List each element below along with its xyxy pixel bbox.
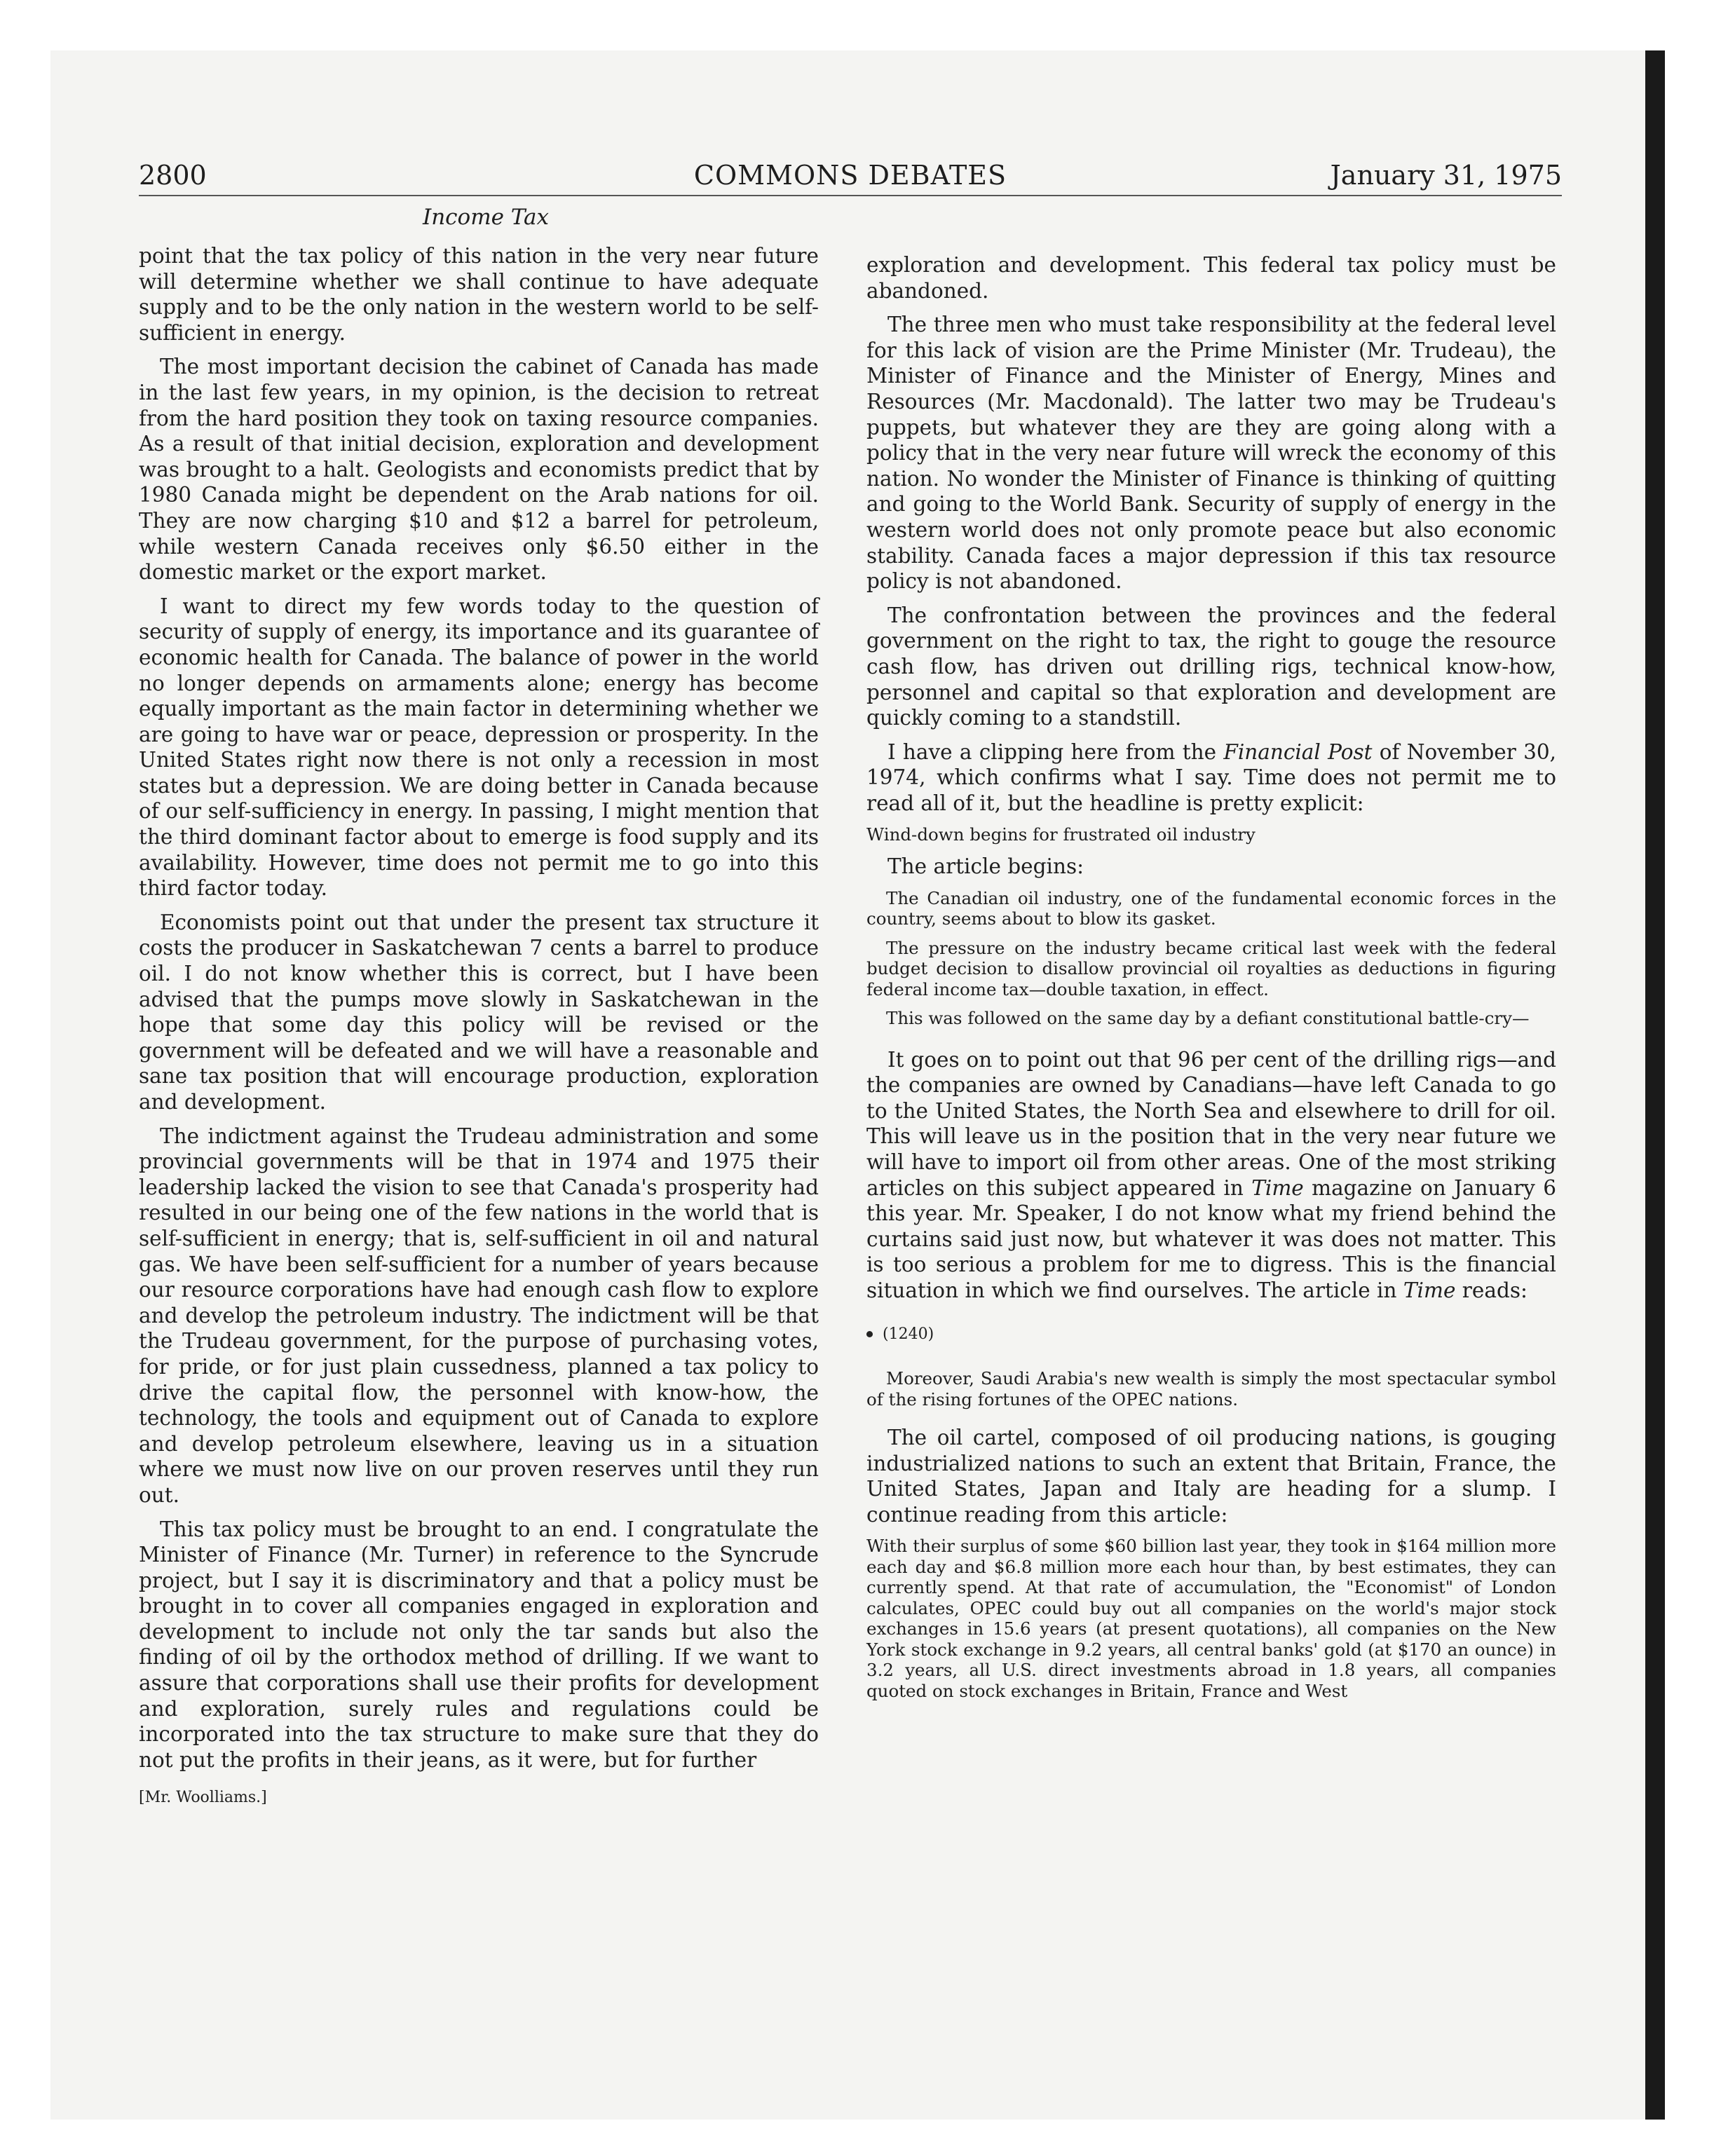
paragraph: The confrontation between the provinces and the federal government on the right to tax, the right to gouge the resource cash flow, has driven out drilling rigs, technical know-how, personnel and capital so that exploration and development are quickly coming to a standstill. [866, 603, 1556, 730]
paragraph [866, 1047, 1556, 1304]
text-run: It goes on to point out that 96 per cent of the drilling rigs—and the companies are owned by Canadians—have left Canada to go to the United States, the North Sea and elsewhere to drill for oil. This will leave us in the position that in the very near future we will have to import oil from other areas. One of the most striking articles on this subject appeared in [866, 1047, 1556, 1200]
paragraph: exploration and development. This federal tax policy must be abandoned. [866, 253, 1556, 303]
publication-name: Financial Post [1223, 739, 1373, 764]
time-marker-text: (1240) [883, 1325, 934, 1343]
speaker-tag: [Mr. Woolliams.] [139, 1789, 267, 1807]
time-marker [866, 1322, 1556, 1348]
paragraph: The oil cartel, composed of oil producing nations, is gouging industrialized nations to such an extent that Britain, France, the United States, Japan and Italy are heading for a slump. I continue reading from this article: [866, 1426, 1556, 1527]
text-run: I have a clipping here from the [887, 739, 1224, 764]
quotation: With their surplus of some $60 billion last year, they took in $164 million more each day and $6.8 million more each hour than, by best estimates, they can currently spend. At that rate of accumulation, the "Economist" of London calculates, OPEC could buy out all companies on the world's major stock exchanges in 15.6 years (at present quotations), all companies on the New York stock exchange in 9.2 years, all central banks' gold (at $170 an ounce) in 3.2 years, all U.S. direct investments abroad in 1.8 years, all companies quoted on stock exchanges in Britain, France and West [866, 1536, 1556, 1701]
paragraph: The most important decision the cabinet of Canada has made in the last few years, in my opinion, is the decision to retreat from the hard position they took on taxing resource companies. As a result of that initial decision, exploration and development was brought to a halt. Geologists and economists predict that by 1980 Canada might be dependent on the Arab nations for oil. They are now charging $10 and $12 a barrel for petroleum, while western Canada receives only $6.50 either in the domestic market or the export market. [139, 355, 819, 585]
paragraph: I want to direct my few words today to the question of security of supply of energy, its importance and its guarantee of economic health for Canada. The balance of power in the world no longer depends on armaments alone; energy has become equally important as the main factor in determining whether we are going to have war or peace, depression or prosperity. In the United States right now there is not only a recession in most states but a depression. We are doing better in Canada because of our self-sufficiency in energy. In passing, I might mention that the third dominant factor about to emerge is food supply and its availability. However, time does not permit me to go into this third factor today. [139, 594, 819, 901]
subject-heading: Income Tax [422, 205, 550, 230]
page-date: January 31, 1975 [1330, 160, 1562, 191]
paragraph: point that the tax policy of this nation in the very near future will determine whether we shall continue to have adequate supply and to be the only nation in the western world to be self-sufficient in energy. [139, 244, 819, 345]
page-header [139, 153, 1562, 196]
quotation: This was followed on the same day by a defiant constitutional battle-cry— [886, 1008, 1530, 1029]
quotation: The pressure on the industry became critical last week with the federal budget decision to disallow provincial oil royalties as deductions in figuring federal income tax—double taxation, in effect. [866, 937, 1556, 999]
page-number: 2800 [139, 160, 207, 191]
text-run: of November 30, 1974, which confirms what I say. Time does not permit me to read all of it, but the headline is pretty explicit: [866, 739, 1556, 815]
publication-name: Time [1251, 1175, 1304, 1200]
quotation: Moreover, Saudi Arabia's new wealth is simply the most spectacular symbol of the rising fortunes of the OPEC nations. [866, 1368, 1556, 1410]
paragraph [866, 739, 1556, 817]
text-run: reads: [1455, 1278, 1528, 1302]
right-column [866, 252, 1556, 1710]
quoted-headline: Wind-down begins for frustrated oil industry [866, 824, 1256, 845]
paragraph: Economists point out that under the present tax structure it costs the producer in Saskatchewan 7 cents a barrel to produce oil. I do not know whether this is correct, but I have been advised that the pumps move slowly in Saskatchewan in the hope that some day this policy will be revised or the government will be defeated and we will have a reasonable and sane tax position that will encourage production, exploration and development. [139, 910, 819, 1114]
bullet-icon [866, 1331, 873, 1337]
left-column [139, 243, 819, 1811]
paragraph: The three men who must take responsibility at the federal level for this lack of vision are the Prime Minister (Mr. Trudeau), the Minister of Finance and the Minister of Energy, Mines and Resources (Mr. Macdonald). The latter two may be Trudeau's puppets, but whatever they are they are going along with a policy that in the very near future will wreck the economy of this nation. No wonder the Minister of Finance is thinking of quitting and going to the World Bank. Security of supply of energy in the western world does not only promote peace but also economic stability. Canada faces a major depression if this tax resource policy is not abandoned. [866, 313, 1556, 594]
publication-name: Time [1403, 1278, 1456, 1302]
paragraph: The article begins: [887, 854, 1084, 878]
publication-title: COMMONS DEBATES [693, 160, 1007, 191]
quotation: The Canadian oil industry, one of the fundamental economic forces in the country, seems about to blow its gasket. [866, 887, 1556, 929]
text-run: magazine on January 6 this year. Mr. Speaker, I do not know what my friend behind the curtains said just now, but whatever it was does not matter. This is too serious a problem for me to digress. This is the financial situation in which we find ourselves. The article in [866, 1175, 1556, 1302]
binding-edge [1645, 50, 1665, 2120]
paragraph: The indictment against the Trudeau administration and some provincial governments will be that in 1974 and 1975 their leadership lacked the vision to see that Canada's prosperity had resulted in our being one of the few nations in the world that is self-sufficient in energy; that is, self-sufficient in oil and natural gas. We have been self-sufficient for a number of years because our resource corporations have had enough cash flow to explore and develop the petroleum industry. The indictment will be that the Trudeau government, for the purpose of purchasing votes, for pride, or for just plain cussedness, planned a tax policy to drive the capital flow, the personnel with know-how, the technology, the tools and equipment out of Canada to explore and develop petroleum elsewhere, leaving us in a situation where we must now live on our proven reserves until they run out. [139, 1124, 819, 1507]
paragraph: This tax policy must be brought to an end. I congratulate the Minister of Finance (Mr. Turner) in reference to the Syncrude project, but I say it is discriminatory and that a policy must be brought in to cover all companies engaged in exploration and development to include not only the tar sands but also the finding of oil by the orthodox method of drilling. If we want to assure that corporations shall use their profits for development and exploration, surely rules and regulations could be incorporated into the tax structure to make sure that they do not put the profits in their jeans, as it were, but for further [139, 1517, 819, 1772]
